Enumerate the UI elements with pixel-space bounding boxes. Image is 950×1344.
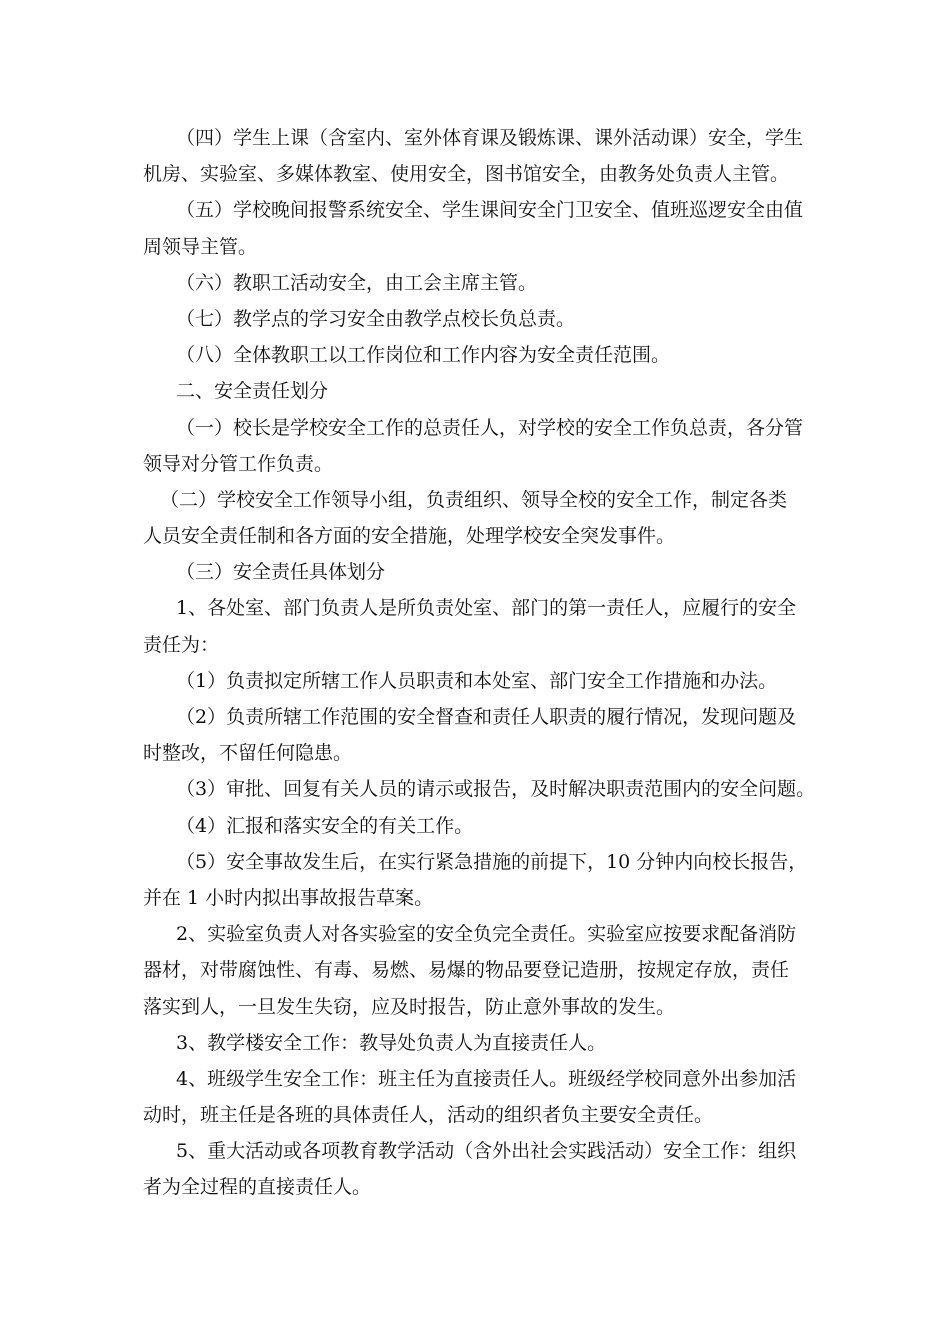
text-line: （六）教职工活动安全，由工会主席主管。 [176, 271, 538, 294]
text-line: 2、实验室负责人对各实验室的安全负完全责任。实验室应按要求配备消防 [176, 923, 797, 946]
text-line: 器材，对带腐蚀性、有毒、易燃、易爆的物品要登记造册，按规定存放，责任 [143, 959, 790, 982]
text-line: 动时，班主任是各班的具体责任人，活动的组织者负主要安全责任。 [143, 1104, 714, 1127]
text-line: 人员安全责任制和各方面的安全措施，处理学校安全突发事件。 [143, 525, 676, 548]
text-line: 3、教学楼安全工作：教导处负责人为直接责任人。 [176, 1031, 607, 1054]
text-line: （四）学生上课（含室内、室外体育课及锻炼课、课外活动课）安全，学生 [176, 127, 804, 149]
text-line: 者为全过程的直接责任人。 [143, 1176, 372, 1199]
text-line: （一）校长是学校安全工作的总责任人，对学校的安全工作负总责，各分管 [176, 416, 804, 439]
text-line: （2）负责所辖工作范围的安全督查和责任人职责的履行情况，发现问题及 [176, 706, 797, 728]
text-line: （5）安全事故发生后，在实行紧急措施的前提下，10 分钟内向校长报告， [176, 850, 808, 873]
text-line: 责任为： [143, 633, 220, 656]
text-line: 机房、实验室、多媒体教室、使用安全，图书馆安全，由教务处负责人主管。 [143, 163, 790, 186]
text-line: （八）全体教职工以工作岗位和工作内容为安全责任范围。 [176, 344, 671, 367]
text-line: （三）安全责任具体划分 [176, 561, 386, 584]
text-line: 4、班级学生安全工作：班主任为直接责任人。班级经学校同意外出参加活 [176, 1067, 797, 1090]
text-line: 领导对分管工作负责。 [143, 452, 334, 475]
text-line: （五）学校晚间报警系统安全、学生课间安全门卫安全、值班巡逻安全由值 [176, 199, 804, 222]
text-line: 二、安全责任划分 [176, 380, 329, 403]
text-line: 1、各处室、部门负责人是所负责处室、部门的第一责任人，应履行的安全 [176, 597, 797, 620]
document-body [143, 120, 815, 1206]
text-line: 并在 1 小时内拟出事故报告草案。 [143, 886, 434, 909]
text-line: 时整改，不留任何隐患。 [143, 742, 353, 765]
text-line: （二）学校安全工作领导小组，负责组织、领导全校的安全工作，制定各类 [160, 488, 788, 511]
text-line: （七）教学点的学习安全由教学点校长负总责。 [176, 307, 576, 330]
text-line: 周领导主管。 [143, 235, 258, 258]
text-line: （1）负责拟定所辖工作人员职责和本处室、部门安全工作措施和办法。 [176, 669, 778, 692]
text-line: 落实到人，一旦发生失窃，应及时报告，防止意外事故的发生。 [143, 995, 676, 1018]
text-line: 5、重大活动或各项教育教学活动（含外出社会实践活动）安全工作：组织 [176, 1140, 797, 1163]
text-line: （3）审批、回复有关人员的请示或报告，及时解决职责范围内的安全问题。 [176, 778, 815, 801]
text-line: （4）汇报和落实安全的有关工作。 [176, 814, 474, 837]
